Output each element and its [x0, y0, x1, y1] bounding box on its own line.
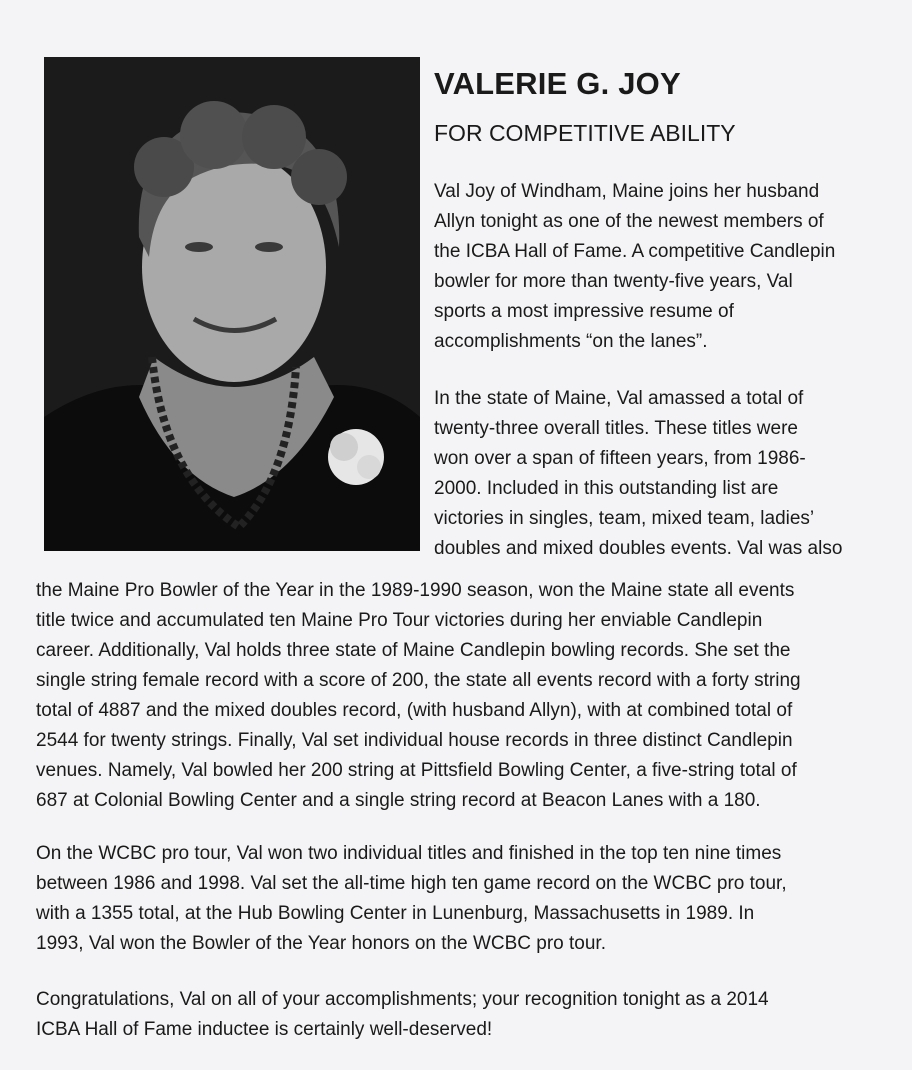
closing-paragraph — [36, 985, 769, 1045]
text-line: bowler for more than twenty-five years, Val — [434, 271, 793, 292]
text-line: single string female record with a score of 200, the state all events record with a forty string — [36, 670, 801, 691]
maine-paragraph-top — [434, 384, 842, 564]
text-line: won over a span of fifteen years, from 1986- — [434, 448, 806, 469]
intro-paragraph — [434, 177, 835, 357]
inductee-name: VALERIE G. JOY — [434, 66, 681, 101]
text-line: title twice and accumulated ten Maine Pro Tour victories during her enviable Candlepin — [36, 610, 763, 631]
wcbc-paragraph — [36, 839, 787, 959]
text-line: with a 1355 total, at the Hub Bowling Center in Lunenburg, Massachusetts in 1989. In — [36, 903, 755, 924]
text-line: 687 at Colonial Bowling Center and a single string record at Beacon Lanes with a 180. — [36, 790, 761, 811]
text-line: twenty-three overall titles. These titles were — [434, 418, 798, 439]
text-line: venues. Namely, Val bowled her 200 string at Pittsfield Bowling Center, a five-string total of — [36, 760, 797, 781]
maine-paragraph-bottom — [36, 576, 801, 816]
text-line: the Maine Pro Bowler of the Year in the 1989-1990 season, won the Maine state all events — [36, 580, 795, 601]
text-line: between 1986 and 1998. Val set the all-time high ten game record on the WCBC pro tour, — [36, 873, 787, 894]
text-line: sports a most impressive resume of — [434, 301, 734, 322]
text-line: 2000. Included in this outstanding list are — [434, 478, 779, 499]
text-line: doubles and mixed doubles events. Val was also — [434, 538, 843, 559]
text-line: accomplishments “on the lanes”. — [434, 331, 708, 352]
text-line: Congratulations, Val on all of your accomplishments; your recognition tonight as a 2014 — [36, 989, 769, 1010]
award-category: FOR COMPETITIVE ABILITY — [434, 120, 736, 146]
text-line: victories in singles, team, mixed team, ladies’ — [434, 508, 815, 529]
text-line: ICBA Hall of Fame inductee is certainly well-deserved! — [36, 1019, 493, 1040]
text-line: total of 4887 and the mixed doubles record, (with husband Allyn), with at combined total of — [36, 700, 793, 721]
text-line: 1993, Val won the Bowler of the Year honors on the WCBC pro tour. — [36, 933, 606, 954]
text-line: the ICBA Hall of Fame. A competitive Candlepin — [434, 241, 836, 262]
text-line: career. Additionally, Val holds three state of Maine Candlepin bowling records. She set the — [36, 640, 791, 661]
portrait-photo — [44, 57, 420, 551]
text-line: 2544 for twenty strings. Finally, Val set individual house records in three distinct Candlepin — [36, 730, 793, 751]
text-line: Val Joy of Windham, Maine joins her husband — [434, 181, 820, 202]
text-line: In the state of Maine, Val amassed a total of — [434, 388, 804, 409]
text-line: On the WCBC pro tour, Val won two individual titles and finished in the top ten nine times — [36, 843, 782, 864]
text-line: Allyn tonight as one of the newest members of — [434, 211, 824, 232]
